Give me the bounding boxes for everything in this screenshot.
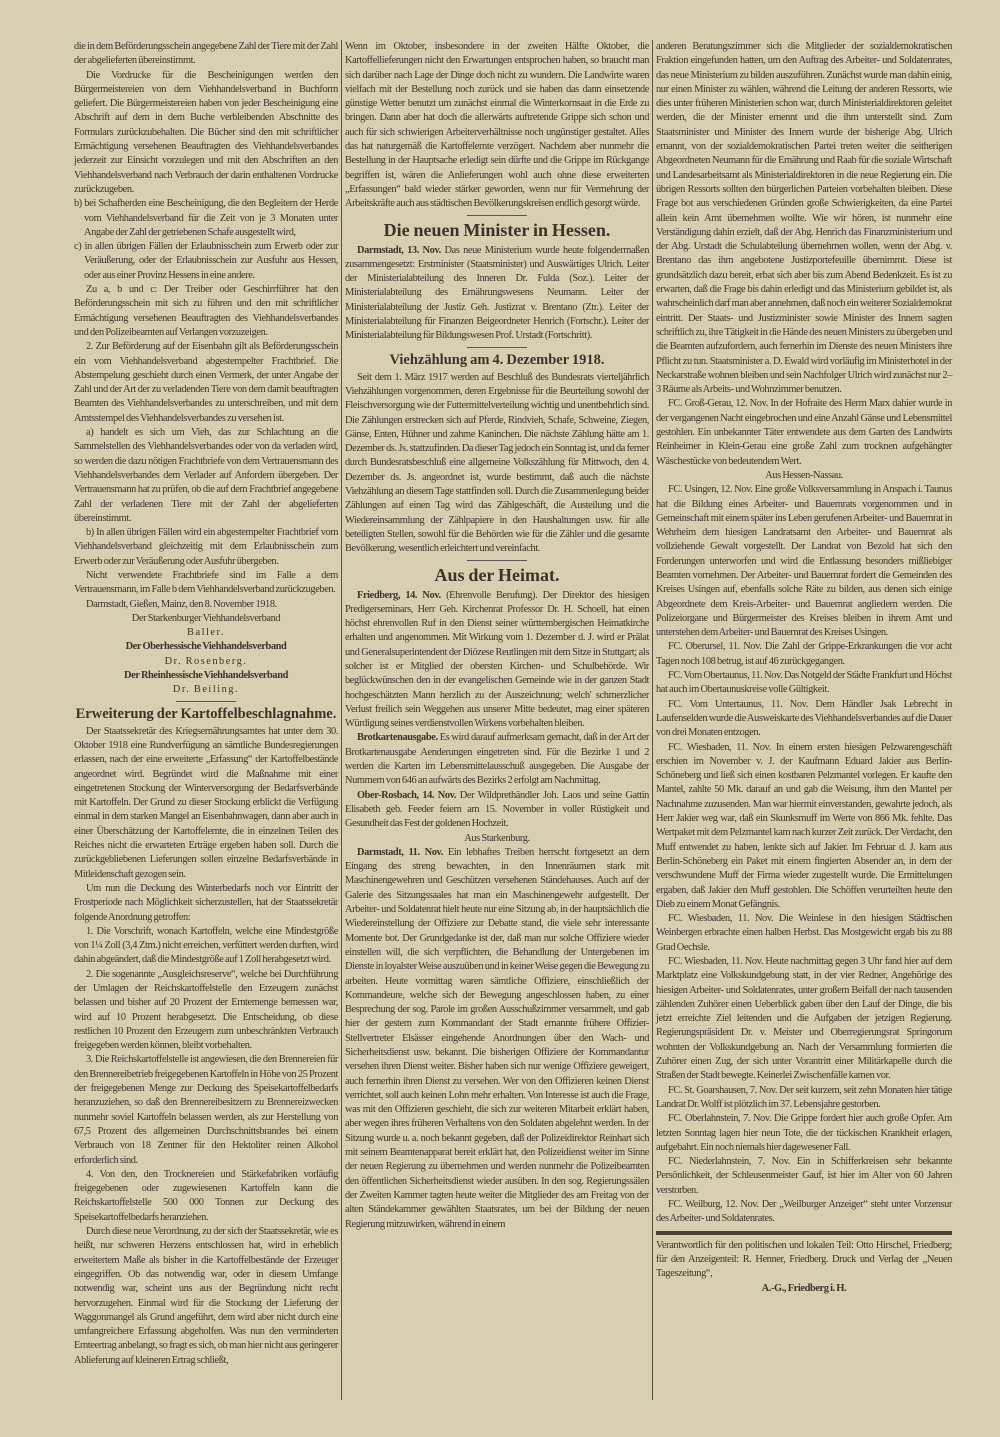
- paragraph: Das neue Ministerium wurde heute folgendermaßen zusammengesetzt: Erstminister (Staatsminister) und Auswärtiges Ulrich. Leiter der Ministerialabteilung des Inneren Dr. Fulda (Soz.). Leiter der Ministerialabteilung des Ernährungswesens Neumann. Leiter der Ministerialabteilung der Justiz Geh. Justizrat v. Brentano (Ztr.). Leiter der Ministerialabteilung für Finanzen Beigeordneter Henrich (Fortschr.). Leiter der Ministerialabteilung für Bildungswesen Prof. Urstadt (Fortschritt).: [345, 244, 649, 342]
- news-item: FC. Oberlahnstein, 7. Nov. Die Grippe fordert hier auch große Opfer. Am letzten Sonntag lagen hier neun Tote, die der tückischen Krankheit erlagen, aufgebahrt. Ein noch niemals hier dagewesener Fall.: [656, 1113, 952, 1153]
- news-item: FC. Groß-Gerau, 12. Nov. In der Hofraite des Herrn Marx dahier wurde in der vergangenen Nacht eingebrochen und eine Anzahl Gänse und Lebensmittel gestohlen. Ein unbekannter Täter entwendete aus dem Garten des Landwirts Reinheimer in Klein-Gerau eine große Zahl zum trocknen aufgehängter Wäschestücke von bedeutendem Wert.: [656, 398, 952, 467]
- imprint: Verantwortlich für den politischen und lokalen Teil: Otto Hirschel, Friedberg; für den Anzeigenteil: R. Henner, Friedberg. Druck und Verlag der „Neuen Tageszeitung“,: [656, 1239, 952, 1280]
- list-item: c) in allen übrigen Fällen der Erlaubnisschein zum Erwerb oder zur Veräußerung, oder der Erlaubnisschein zur Ausfuhr aus Hessen, oder aus einer Provinz Hessens in eine andere.: [74, 241, 338, 281]
- news-item: FC. Usingen, 12. Nov. Eine große Volksversammlung in Anspach i. Taunus hat die Bildung eines Arbeiter- und Bauernrats vorgenommen und in Gemeinschaft mit einem später ins Leben gerufenen Arbeiter- und Bauernrat in Wehrheim dem hiesigen Landratsamt den Arbeiter- und Bauernrat als vollziehende Gewalt vorgestellt. Der Landrat von Bezold hat sich den Forderungen unterworfen und wird die Entlassung besonders mißliebiger Beamten vornehmen. Der Arbeiter- und Bauernrat fordert die Gemeinden des Kreises Usingen auf, ebenfalls solche Räte zu bilden, aus denen sich einige Abgeordnete dem Kreis-Arbeiter- und Bauernrat angliedern werden. Die Polizeiorgane und Bürgermeister des Kreises bleiben in ihrem Amt und unterstehen dem Arbeiter- und Bauernrat des Kreises Usingen.: [656, 484, 952, 639]
- signature-org: Der Starkenburger Viehhandelsverband: [131, 612, 281, 624]
- news-item: FC. Wiesbaden, 11. Nov. In einem ersten hiesigen Pelzwarengeschäft erschien im November v. J. der Kaufmann Eduard Jakier aus Berlin-Schöneberg und ließ sich einen kostbaren Pelzmantel vorlegen. Er kaufte den Mantel, zahlte 50 Mk. darauf an und gab die Weisung, ihm den Mantel per Nachnahme zuzusenden. Man war hiermit einverstanden, gewahrte jedoch, als Herr Jakier weg war, daß ein Skunksmuff im Werte von 866 Mk. fehlte. Das Wertpaket mit dem Pelzmantel kam nach kurzer Zeit zurück. Der Verdacht, den Muff entwendet zu haben, lenkte sich auf Jakier. Im Februar d. J. kam aus Berlin-Schöneberg ein Paket mit einem fingierten Absender an, in dem der verschwundene Muff der Firma wieder zugestellt wurde. Die Ermittelungen ergaben, daß Jakier den Muff gestohlen. Die Schöffen verurteilten heute den Dieb zu einem Monat Gefängnis.: [656, 741, 952, 910]
- list-item: b) bei Schafherden eine Bescheinigung, die den Begleitern der Herde vom Viehhandelsverband für die Zeit von je 3 Monaten unter Angabe der Zahl der getriebenen Schafe ausgestellt wird,: [74, 198, 338, 238]
- paragraph: Seit dem 1. März 1917 werden auf Beschluß des Bundesrats vierteljährlich Viehzählungen vorgenommen, deren Ergebnisse für die Beurteilung sowohl der Fleischversorgung wie der Futtermittelverteilung wichtig und unentbehrlich sind. Die Zählungen erstrecken sich auf Pferde, Rindvieh, Schafe, Schweine, Ziegen, Gänse, Enten, Hühner und zahme Kaninchen. Die nächste Zählung hätte am 1. Dezember ds. Js. stattzufinden. Da dieser Tag jedoch ein Sonntag ist, und da ferner durch Bundesratsbeschluß eine allgemeine Volkszählung für Mittwoch, den 4. Dezember ds. Js. angeordnet ist, wurde bestimmt, daß auch die nächste Viehzählung an diesem Tage stattfinden soll. Durch die Zusammenlegung beider Zählungen auf einen Tag wird das Zählgeschäft, die Austeilung und die Wiedereinsammlung der Zählpapiere in den Haushaltungen usw. für alle beteiligten Stellen, sowohl für die Behörden wie für die Zähler und die gesamte Bevölkerung, wesentlich erleichtert und vereinfacht.: [345, 371, 649, 555]
- divider: [656, 1231, 952, 1235]
- signature-org: Der Rheinhessische Viehhandelsverband: [124, 670, 288, 682]
- news-item: FC. Vom Untertaunus, 11. Nov. Dem Händler Jsak Lebrecht in Laufenselden wurde die Ausweiskarte des Viehhandelsverbandes auf die Dauer von drei Monaten entzogen.: [656, 698, 952, 739]
- dateline: Darmstadt, 11. Nov.: [357, 846, 443, 858]
- paragraph: (Ehrenvolle Berufung). Der Direktor des hiesigen Predigerseminars, Herr Geh. Kirchenrat Professor Dr. H. Schoell, hat einen höchst ehrenvollen Ruf in den Dienst seiner württembergischen Heimatkirche erhalten und angenommen. Mit Wirkung vom 1. Dezember d. J. wird er Prälat und Generalsuperintendent der Diözese Reutlingen mit dem Sitze in Stuttgart; als solcher ist er Mitglied der obersten Kirchen- und Schulbehörde. Wir beglückwünschen den in der evangelischen Gemeinde wie in der ganzen Stadt hochgeschätzten Mann herzlich zu der Auszeichnung; welch' schmerzlicher Verlust freilich sein Weggehen aus unserer Mitte bedeutet, mag einer späteren Würdigung seines verdienstvollen Wirkens vorbehalten bleiben.: [345, 589, 649, 730]
- paragraph: Nicht verwendete Frachtbriefe sind im Falle a dem Vertrauensmann, im Falle b dem Viehhandelsverband zurückzugeben.: [74, 569, 338, 596]
- dateline: Darmstadt, 13. Nov.: [357, 244, 441, 256]
- headline-viehzaehlung: Viehzählung am 4. Dezember 1918.: [389, 351, 605, 368]
- divider: [467, 215, 527, 216]
- column-rule: [341, 40, 342, 1400]
- news-item: FC. Vom Obertaunus, 11. Nov. Das Notgeld der Städte Frankfurt und Höchst hat auch im Obertaunuskreise volle Gültigkeit.: [656, 670, 952, 696]
- paragraph: Ein lebhaftes Treiben herrscht fortgesetzt an dem Eingang des streng bewachten, in den Innenräumen stark mit Maschinengewehren und Geschützen versehenen Ständehauses. Auch auf der Galerie des Sitzungssaales hat man ein Maschinengewehr aufgestellt. Der Arbeiter- und Soldatenrat hielt heute nur eine Sitzung ab, in der hauptsächlich die Wiedereinstellung der Offiziere zur Debatte stand, die viele sehr interessante Momente bot. Der Grundgedanke ist der, daß man nur solche Offiziere wieder einstellen will, die sich verpflichten, die Behandlung der Untergebenen im Dienste in loyalster Weise auszuüben und in keiner Weise gegen die Bewegung zu arbeiten. Heute vormittag waren sämtliche Offiziere, einschließlich der Kommandeure, welche sich der Bewegung angeschlossen haben, zu einer Besprechung der sog. Parole im großen Ausschußzimmer versammelt, und gab hier der gestern zum Kommandant der Stadt ernannte frühere Offizier-Stellvertreter Elsässer eingehende Anordnungen über den Wach- und Sicherheitsdienst usw. bekannt. Die bisherigen Offiziere der Kommandantur versehen ihren Dienst weiter. Bisher haben sich nur wenige Offiziere geweigert, auch fernerhin ihren Dienst zu versehen. Wer von den Offizieren keinen Dienst verrichtet, soll auch keinen Lohn mehr erhalten. Von Interesse ist auch die Frage, was mit den Offizieren geschieht, die sich zur weiteren Mitarbeit erklärt haben, aber wegen ihres früheren Verhaltens von den Soldaten abgelehnt werden. In der Sitzung wurde u. a. noch bekannt gegeben, daß der Polizeidirektor Reinhart sich mit seinem Beamtenapparat bereit erklärt hat, den Polizeidienst weiter im Sinne der neuen Regierung zu übernehmen und werden nunmehr die Polizeibeamten den öffentlichen Sicherheitsdienst wieder ausüben. In den sog. Regierungssälen der Zweiten Kammer tagten heute weiter die Mitglieder des am Freitag von der alten Ständekammer gewählten Staatsrates, um bei der Bildung der neuen Regierung mitzuwirken, während in einem: [345, 846, 650, 1230]
- column-rule: [652, 40, 653, 1400]
- signature-name: Dr. Beiling.: [172, 684, 240, 696]
- signature-name: Baller.: [187, 627, 225, 639]
- paragraph: Es wird darauf aufmerksam gemacht, daß in der Art der Brotkartenausgabe Aenderungen eingetreten sind. Für die Bezirke 1 und 2 werden die Karten im Lebensmittelausschuß ausgegeben. Die Ausgabe der Nummern von 646 an aufwärts des Bezirks 2 erfolgt am Nachmittag.: [345, 732, 649, 787]
- paragraph: 4. Von den, den Trocknereien und Stärkefabriken vorläufig freigegebenen oder zugewiesenen Kartoffeln kann die Reichskartoffelstelle 500 000 Tonnen zur Deckung des Speisekartoffelbedarfs heranziehen.: [74, 1168, 338, 1223]
- divider: [467, 347, 527, 348]
- news-item: FC. St. Goarshausen, 7. Nov. Der seit kurzem, seit zehn Monaten hier tätige Landrat Dr. Wolff ist plötzlich im 37. Lebensjahre gestorben.: [656, 1084, 952, 1110]
- dateline: Darmstadt, Gießen, Mainz, den 8. November 1918.: [86, 598, 277, 610]
- list-item: a) handelt es sich um Vieh, das zur Schlachtung an die Sammelstellen des Viehhandelsverbandes oder von da verladen wird, so werden die dazu nötigen Frachtbriefe von dem Vertrauensmann des Viehhandelsverbandes dem Verlader auf Anfordern übergeben. Der Vertrauensmann hat zu prüfen, ob die auf dem Frachtbrief angegebene Zahl der verladenen Tiere mit der Zahl der abgelieferten übereinstimmt.: [74, 427, 338, 524]
- dateline: Friedberg, 14. Nov.: [357, 589, 441, 601]
- column-1: [74, 40, 338, 1368]
- dateline: Ober-Rosbach, 14. Nov.: [357, 789, 457, 801]
- subheading: Aus Starkenburg.: [464, 832, 530, 844]
- paragraph: Um nun die Deckung des Winterbedarfs noch vor Eintritt der Frostperiode nach Möglichkeit sicherzustellen, hat der Staatssekretär folgende Anordnung getroffen:: [74, 882, 338, 923]
- column-2: [345, 40, 649, 1232]
- divider: [176, 701, 236, 702]
- paragraph: 3. Die Reichskartoffelstelle ist angewiesen, die den Brennereien für den Brennereibetrieb freigegebenen Kartoffeln in Höhe von 25 Prozent der freigegebenen Menge zur Deckung des Speisekartoffelbedarfs heranzuziehen, so daß den Brennereibesitzern zu Brennereizwecken nunmehr soviel Kartoffeln belassen werden, als zur Herstellung von 67,5 Prozent des allgemeinen Durchschnittsbrandes bei einem Verbrauch von 18 Zentner für den Hektoliter reinen Alkohol erforderlich sind.: [74, 1054, 338, 1166]
- headline-kartoffel: Erweiterung der Kartoffelbeschlagnahme.: [75, 705, 337, 722]
- paragraph: Die Vordrucke für die Bescheinigungen werden den Bürgermeistereien von dem Viehhandelsverband in Buchform geliefert. Die Bürgermeistereien haben von jeder Bescheinigung eine Abschrift auf dem in dem Buche verbleibenden Abschnitte des Formulars zurückzubehalten. Die Bücher sind den mit schriftlicher Ermächtigung versehenen Beauftragten des Viehhandelsverbandes jederzeit zur Einsicht vorzulegen und mit den Abschriften an den Viehhandelsverband nach Verbrauch der darin enthaltenen Vordrucke zurückzugeben.: [74, 69, 338, 195]
- paragraph: 1. Die Vorschrift, wonach Kartoffeln, welche eine Mindestgröße von 1¼ Zoll (3,4 Ztm.) nicht erreichen, verfüttert werden durften, wird dahin abgeändert, daß die Mindestgröße auf 1 Zoll herabgesetzt wird.: [74, 925, 338, 966]
- column-3: [656, 40, 952, 1296]
- headline-heimat: Aus der Heimat.: [434, 564, 560, 585]
- news-item: FC. Weilburg, 12. Nov. Der „Weilburger Anzeiger“ steht unter Vorzensur des Arbeiter- und Soldatenrates.: [656, 1199, 952, 1225]
- lead: Brotkartenausgabe.: [357, 732, 438, 744]
- news-item: FC. Oberursel, 11. Nov. Die Zahl der Grippe-Erkrankungen die vor acht Tagen noch 108 betrug, ist auf 46 zurückgegangen.: [656, 641, 952, 667]
- imprint-publisher: A.-G., Friedberg i. H.: [761, 1282, 847, 1294]
- paragraph: 2. Die sogenannte „Ausgleichsreserve“, welche bei Durchführung der Umlagen der Reichskartoffelstelle den Erzeugern zunächst belassen und bisher auf 20 Prozent der Erntemenge bemessen war, wird auf 10 Prozent herabgesetzt. Die Entscheidung, ob diese restlichen 10 Prozent den Erzeugern zum unbeschränkten Verbrauch freigegeben werden können, bleibt vorbehalten.: [74, 968, 338, 1052]
- signature-name: Dr. Rosenberg.: [164, 655, 248, 667]
- list-item: b) In allen übrigen Fällen wird ein abgestempelter Frachtbrief vom Viehhandelsverband gleichzeitig mit dem Erlaubnisschein zum Erwerb oder zur Veräußerung oder Ausfuhr übergeben.: [74, 527, 338, 567]
- news-item: FC. Niederlahnstein, 7. Nov. Ein in Schifferkreisen sehr bekannte Persönlichkeit, der Schleusenmeister Gauf, ist hier im Alter von 60 Jahren verstorben.: [656, 1156, 952, 1196]
- signature-org: Der Oberhessische Viehhandelsverband: [125, 641, 287, 653]
- paragraph: die in dem Beförderungsschein angegebene Zahl der Tiere mit der Zahl der abgelieferten übereinstimmt.: [74, 41, 338, 67]
- news-item: FC. Wiesbaden, 11. Nov. Die Weinlese in den hiesigen Städtischen Weinbergen erbrachte einen halben Herbst. Das Mostgewicht ergab bis zu 88 Grad Oechsle.: [656, 913, 952, 953]
- paragraph: Der Staatssekretär des Kriegsernährungsamtes hat unter dem 30. Oktober 1918 eine Rundverfügung an sämtliche Bundesregierungen erlassen, nach der eine erweiterte „Erfassung“ der Kartoffelbestände angeordnet wird. Begründet wird die Maßnahme mit einer eingetretenen Stockung der Winterversorgung der Bedarfsverbände mit Kartoffeln. Der Grund zu dieser Stockung erblickt die Verfügung einmal in dem starken Mangel an Eisenbahnwagen, dann aber auch in einer Überschätzung der Kartoffelernte, die in einzelnen Teilen des Reiches nicht die erwarteten Erträge ergeben haben soll. Durch die zurückgebliebenen Lieferungen sollen einzelne Bedarfsverbände in Mitleidenschaft gezogen sein.: [74, 725, 338, 880]
- headline-minister: Die neuen Minister in Hessen.: [383, 219, 611, 240]
- divider: [467, 560, 527, 561]
- news-item: FC. Wiesbaden, 11. Nov. Heute nachmittag gegen 3 Uhr fand hier auf dem Marktplatz eine Volkskundgebung statt, in der vier Redner, Angehörige des hiesigen Arbeiter- und Soldatenrates, unter großem Beifall der nach tausenden zählenden Zuhörer einen Ueberblick gaben über den Lauf der Dinge, die bis jetzt erreichte Ziel leitenden und die Aufgaben der jetzigen Regierung. Regierungspräsident Dr. v. Meister und Oberregierungsrat Springorum wohnten der Volkskundgebung an. Nach der Versammlung formierten die Zuhörer einen Zug, der sich unter Vorantritt einer Militärkapelle durch die Straßen der Stadt bewegte. Keinerlei Zwischenfälle kamen vor.: [656, 956, 952, 1082]
- paragraph: Wenn im Oktober, insbesondere in der zweiten Hälfte Oktober, die Kartoffellieferungen nicht den Erwartungen entsprochen haben, so braucht man sich darüber nach Lage der Dinge doch nicht zu wundern. Die Landwirte waren vielfach mit der Bestellung noch zurück und sie haben das dann einsetzende günstige Wetter benutzt um zunächst einmal die Winterkornsaat in die Erde zu bringen. Dann aber hat doch die allerwärts auftretende Grippe sich schon und auch für sich schwierigen Arbeiterverhältnisse noch ungünstiger gestaltet. Alles das hat naturgemäß die Kartoffelernte verzögert. Nachdem aber nunmehr die Bestellung in der Hauptsache erledigt sein dürfte und die Grippe im Rückgange begriffen ist, wären die Anlieferungen wohl auch ohne diese erweiterten „Erfassungen“ bald wieder stärker geworden, wenn nur für Vermehrung der Arbeitskräfte auch aus städtischen Bevölkerungskreisen endlich gesorgt würde.: [345, 41, 649, 210]
- paragraph: Der Wildprethändler Joh. Laos und seine Gattin Elisabeth geb. Feeder feiern am 15. November in voller Rüstigkeit und Gesundheit das Fest der goldenen Hochzeit.: [345, 789, 649, 830]
- subheading: Aus Hessen-Nassau.: [765, 469, 843, 481]
- paragraph: Zu a, b und c: Der Treiber oder Geschirrführer hat den Beförderungsschein mit sich zu führen und den mit schriftlicher Ermächtigung versehenen Beauftragten des Viehhandelsverbandes und den Polizeibeamten auf Verlangen vorzuzeigen.: [74, 284, 338, 338]
- paragraph: Durch diese neue Verordnung, zu der sich der Staatssekretär, wie es heißt, nur schweren Herzens entschlossen hat, wird in erheblich erweitertem Maße als bisher in die Kartoffelbestände der Erzeuger eingegriffen. Ob das notwendig war, oder in diesem Umfange notwendig war, scheint uns aus der Begründung nicht recht hervorzugehen. Einmal wird für die Stockung der Lieferung der Waggonmangel als Grund angeführt, dem wird aber nicht durch eine umfangreichere Erfassung abgeholfen. Was nun den verminderten Ernteertrag anbelangt, so fragt es sich, ob man hier nicht aus geringerer Ablieferung auf kleineren Ertrag schließt,: [74, 1226, 338, 1366]
- paragraph: 2. Zur Beförderung auf der Eisenbahn gilt als Beförderungsschein ein vom Viehhandelsverband abgestempelter Frachtbrief. Die Abstempelung geschieht durch einen Vermerk, der unter Angabe der Zahl und der Art der zu verladenden Tiere von dem damit beauftragten Beamten des Viehhandelsverbandes zu unterschreiben, und mit dem Amtsstempel des Viehhandelsverbandes zu versehen ist.: [74, 341, 338, 424]
- paragraph: anderen Beratungszimmer sich die Mitglieder der sozialdemokratischen Fraktion eingefunden hatten, um den Auftrag des Arbeiter- und Soldatenrates, das neue Ministerium zu bilden auszuführen. Zunächst wurde man dahin einig, nur einen Minister zu wählen, während die Leitung der anderen Ressorts, wie dies unter früheren Ministerien schon war, durch Ministerialdirektoren geleitet werden, die der Minister ernennt und die ihm unterstellt sind. Zum Staatsminister und Minister des Innern wurde der bisherige Abg. Ulrich ernannt, von der sozialdemokratischen Partei treten weiter die seitherigen Abgeordneten Neumann für die Ernährung und Raab für die soziale Wirtschaft und Landesarbeitsamt als Ministerialdirektoren in die neue Regierung ein. Die übrigen Ressorts sollten den bürgerlichen Parteien vorbehalten bleiben. Diese Frage bot aus verschiedenen Gründen große Schwierigkeiten, da eine Partei allein kein Amt übernehmen wollte. Wie wir hören, ist nunmehr eine Verständigung dahin erzielt, daß der Abg. Henrich das Finanzministerium und der Abg. Urstadt die Schulabteilung übernehmen wollen, wenn der Abg. v. Brentano das ihm angebotene Justizportefeuille übernimmt. Diese ist grundsätzlich dazu bereit, erbat sich aber bis zum Abend Bedenkzeit. Es ist zu erwarten, daß die Frage bis dahin erledigt und das Ministerium gebildet ist, als wahrscheinlich darf man aber annehmen, daß noch ein weiterer Sozialdemokrat eintritt. Der Staats- und Justizminister sowie Minister des Innern sagten schriftlich zu, ihre Tätigkeit in die Hände des neuen Ministers zu übergeben und die Beamten aufzufordern, auch fernerhin im Dienste des neuen Ministers ihre Pflicht zu tun. Staatsminister a. D. Ewald wird vorläufig im Ministerhotel in der Neckarstraße wohnen bleiben und sein Nachfolger Ulrich wird zunächst nur 2–3 Räume als Arbeits- und Wohnzimmer benutzen.: [656, 41, 952, 396]
